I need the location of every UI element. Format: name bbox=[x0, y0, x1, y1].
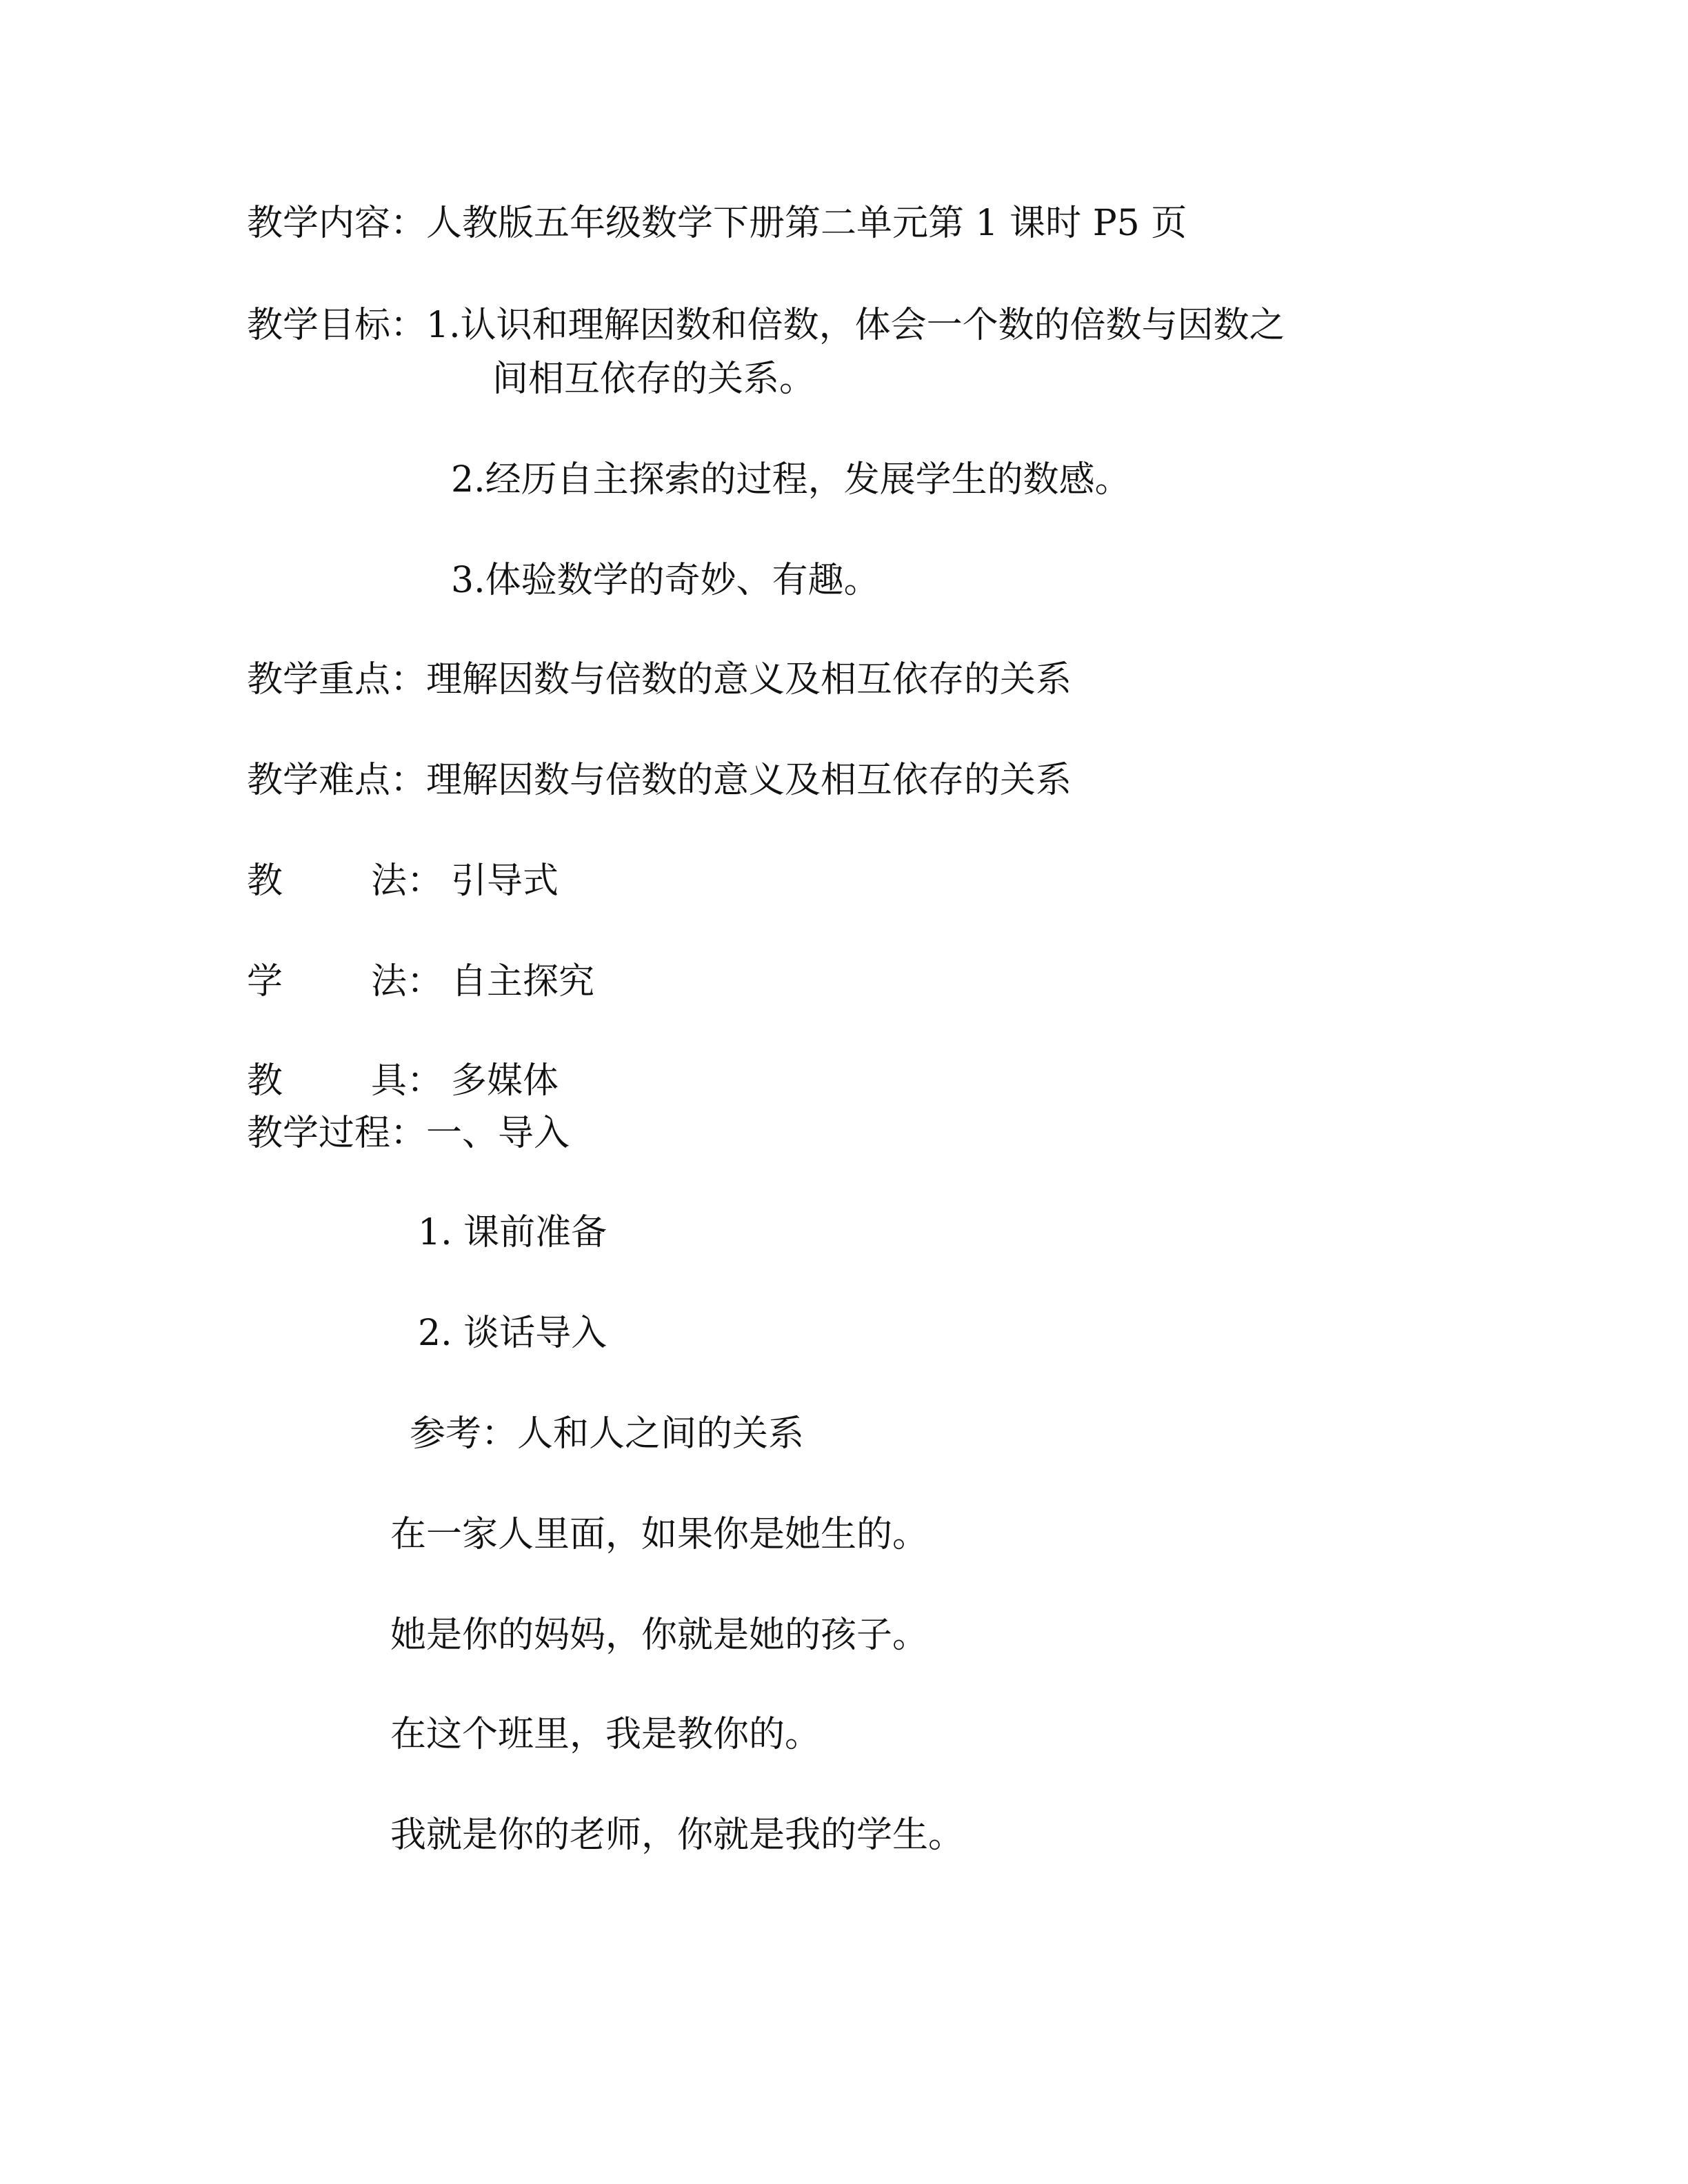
dialogue-line bbox=[390, 1513, 928, 1557]
learning-value: 自主探究 bbox=[451, 961, 595, 1002]
dialogue-line-3: 在这个班里，我是教你的。 bbox=[390, 1714, 821, 1755]
method-value: 引导式 bbox=[451, 860, 559, 902]
dialogue-line-1: 在一家人里面，如果你是她生的。 bbox=[390, 1514, 929, 1555]
teaching-content-line bbox=[247, 201, 1187, 245]
reference-line bbox=[410, 1412, 804, 1456]
objective-1-line-2: 间相互依存的关系。 bbox=[492, 358, 816, 400]
process-sub-2 bbox=[418, 1311, 607, 1355]
process-step: 一、导入 bbox=[426, 1113, 570, 1154]
learning-label-char2: 法： bbox=[371, 961, 443, 1002]
method-line bbox=[247, 859, 559, 903]
difficulty-line bbox=[247, 758, 1072, 802]
process-sub-2-text: 2. 谈话导入 bbox=[418, 1313, 607, 1354]
method-label-char1: 教 bbox=[247, 860, 283, 902]
process-label: 教学过程： bbox=[247, 1113, 427, 1154]
tools-label-char2: 具： bbox=[371, 1060, 443, 1102]
objective-3: 3.体验数学的奇妙、有趣。 bbox=[451, 560, 880, 601]
difficulty-label: 教学难点： bbox=[247, 760, 427, 801]
objective-2: 2.经历自主探索的过程，发展学生的数感。 bbox=[451, 459, 1131, 501]
objectives-line-4 bbox=[451, 558, 880, 603]
learning-label bbox=[247, 960, 451, 1004]
process-line bbox=[247, 1111, 570, 1155]
tools-label bbox=[247, 1059, 451, 1103]
learning-label-char1: 学 bbox=[247, 961, 283, 1002]
dialogue-line bbox=[390, 1613, 928, 1657]
method-label-char2: 法： bbox=[371, 860, 443, 902]
objectives-line-1 bbox=[247, 303, 1285, 347]
teaching-content-label: 教学内容： bbox=[247, 203, 427, 244]
process-sub-1 bbox=[418, 1211, 607, 1255]
key-point-label: 教学重点： bbox=[247, 659, 427, 700]
teaching-content-value: 人教版五年级数学下册第二单元第 1 课时 P5 页 bbox=[426, 203, 1187, 244]
objectives-line-2 bbox=[492, 357, 815, 401]
objectives-line-3 bbox=[451, 458, 1131, 502]
learning-line bbox=[247, 960, 594, 1004]
process-sub-1-text: 1. 课前准备 bbox=[418, 1212, 607, 1253]
dialogue-line-2: 她是你的妈妈，你就是她的孩子。 bbox=[390, 1615, 929, 1656]
reference-text: 参考：人和人之间的关系 bbox=[410, 1413, 805, 1455]
dialogue-line bbox=[390, 1712, 821, 1757]
dialogue-line bbox=[390, 1813, 964, 1857]
objective-1-line-1: 1.认识和理解因数和倍数，体会一个数的倍数与因数之 bbox=[426, 305, 1285, 346]
tools-line bbox=[247, 1059, 559, 1103]
method-label bbox=[247, 859, 451, 903]
objectives-label: 教学目标： bbox=[247, 305, 427, 346]
key-point-line bbox=[247, 658, 1072, 702]
dialogue-line-4: 我就是你的老师，你就是我的学生。 bbox=[390, 1814, 965, 1856]
key-point-value: 理解因数与倍数的意义及相互依存的关系 bbox=[426, 659, 1072, 700]
tools-value: 多媒体 bbox=[451, 1060, 559, 1102]
tools-label-char1: 教 bbox=[247, 1060, 283, 1102]
difficulty-value: 理解因数与倍数的意义及相互依存的关系 bbox=[426, 760, 1072, 801]
